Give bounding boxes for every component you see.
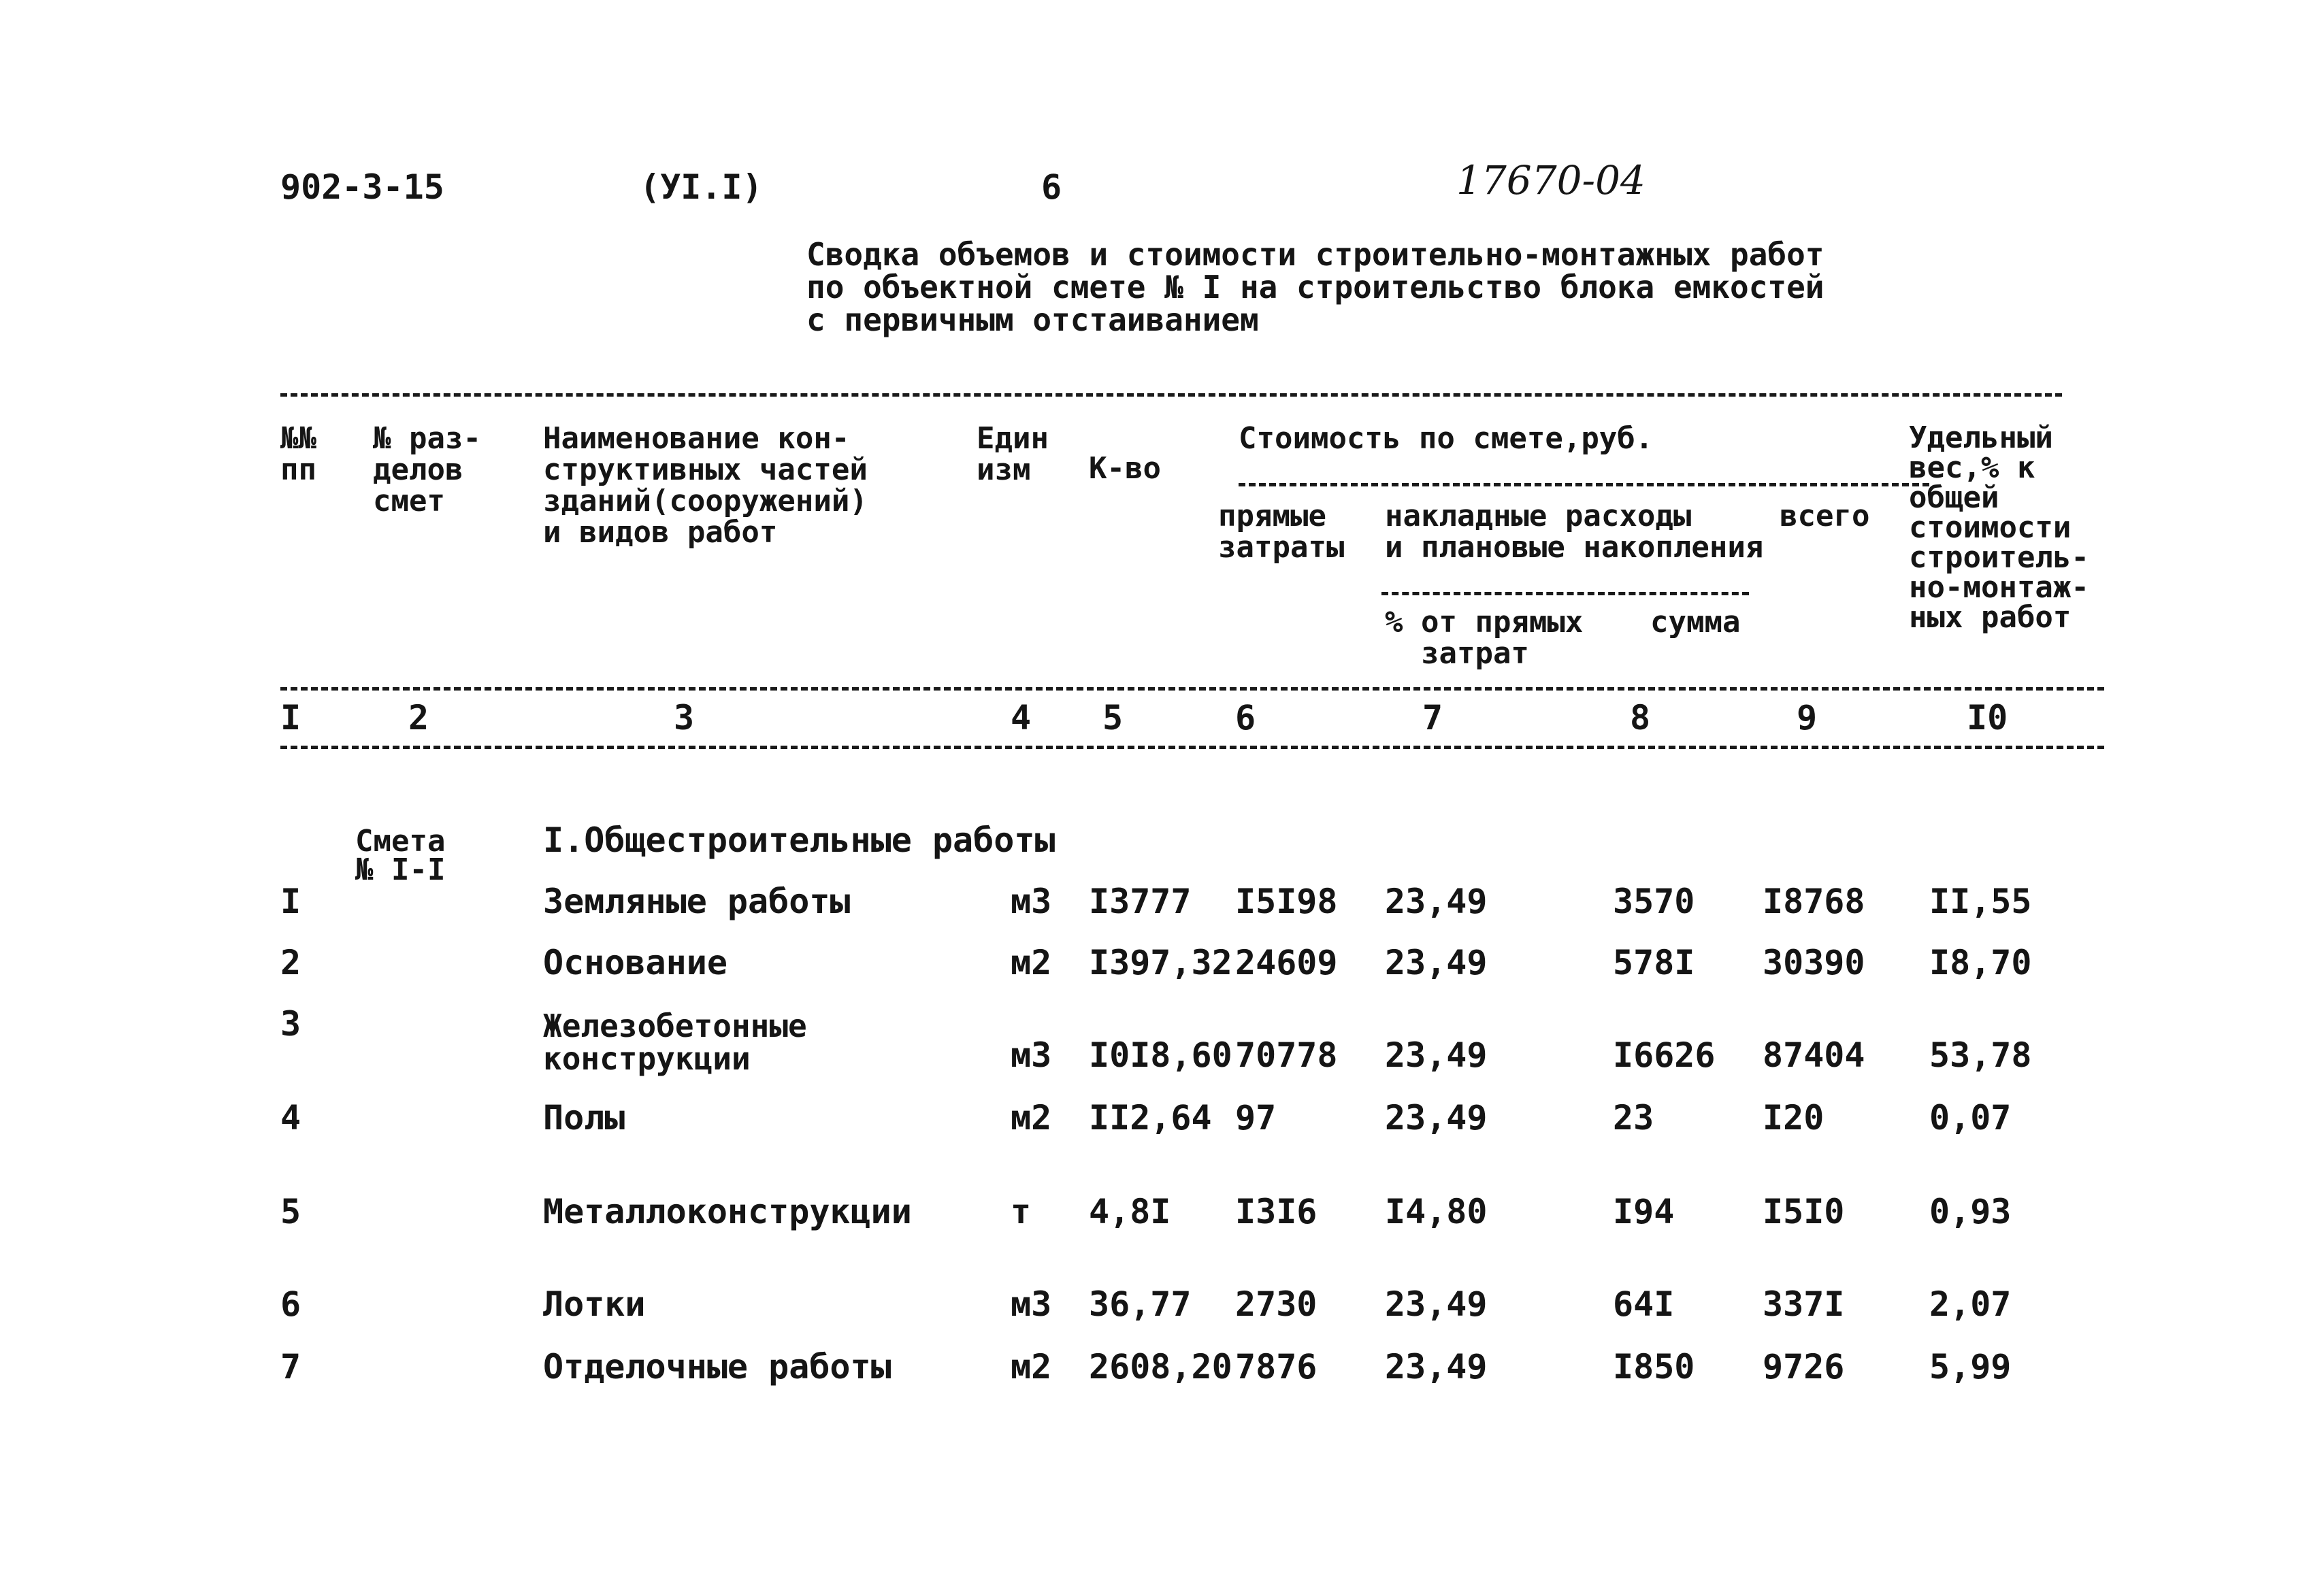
column-number-7: 7 <box>1422 698 1443 737</box>
row-3-number: 3 <box>280 1004 301 1044</box>
row-1-share: II,55 <box>1929 882 2032 921</box>
overhead-group-rule <box>1381 592 1749 595</box>
section-estimate-ref: Смета № I-I <box>355 824 446 887</box>
row-1-unit: м3 <box>1011 882 1052 921</box>
row-4-direct-costs: 97 <box>1235 1098 1277 1138</box>
row-4-percent: 23,49 <box>1385 1098 1488 1138</box>
row-4-share: 0,07 <box>1929 1098 2012 1138</box>
row-7-name: Отделочные работы <box>543 1347 891 1387</box>
row-6-quantity: 36,77 <box>1089 1284 1192 1324</box>
header-bottom-rule <box>280 687 2104 691</box>
header-overhead-group: накладные расходы и плановые накопления <box>1385 499 1764 565</box>
header-direct-costs: прямые затраты <box>1218 499 1345 565</box>
row-6-name: Лотки <box>543 1284 646 1324</box>
column-number-8: 8 <box>1630 698 1651 737</box>
row-7-quantity: 2608,20 <box>1089 1347 1232 1387</box>
row-1-percent: 23,49 <box>1385 882 1488 921</box>
row-7-share: 5,99 <box>1929 1347 2012 1387</box>
header-section-number: № раз- делов смет <box>373 421 481 518</box>
row-1-quantity: I3777 <box>1089 882 1192 921</box>
row-1-number: I <box>280 882 301 921</box>
header-percent-of-direct: % от прямых затрат <box>1385 605 1584 671</box>
row-4-quantity: II2,64 <box>1089 1098 1212 1138</box>
column-number-9: 9 <box>1797 698 1818 737</box>
row-3-direct-costs: 70778 <box>1235 1035 1338 1075</box>
document-title-line-3: с первичным отстаиванием <box>806 301 1259 338</box>
cost-group-rule <box>1239 483 1929 486</box>
section-code: (УI.I) <box>640 167 763 207</box>
header-top-rule <box>280 393 2062 397</box>
row-3-unit: м3 <box>1011 1035 1052 1075</box>
row-5-total: I5I0 <box>1763 1192 1845 1231</box>
row-2-direct-costs: 24609 <box>1235 943 1338 982</box>
row-7-total: 9726 <box>1763 1347 1845 1387</box>
row-5-number: 5 <box>280 1192 301 1231</box>
document-code: 902-3-15 <box>280 167 444 207</box>
row-6-unit: м3 <box>1011 1284 1052 1324</box>
row-3-share: 53,78 <box>1929 1035 2032 1075</box>
column-number-rule <box>280 746 2104 749</box>
header-unit: Един изм <box>977 421 1049 487</box>
row-2-unit: м2 <box>1011 943 1052 982</box>
document-title-line-1: Сводка объемов и стоимости строительно-монтажных работ <box>806 236 1824 273</box>
row-6-percent: 23,49 <box>1385 1284 1488 1324</box>
row-1-total: I8768 <box>1763 882 1865 921</box>
header-total: всего <box>1780 499 1870 533</box>
row-5-share: 0,93 <box>1929 1192 2012 1231</box>
row-1-name: Земляные работы <box>543 882 851 921</box>
row-5-percent: I4,80 <box>1385 1192 1488 1231</box>
row-2-number: 2 <box>280 943 301 982</box>
column-number-2: 2 <box>408 698 429 737</box>
row-6-number: 6 <box>280 1284 301 1324</box>
row-3-sum: I6626 <box>1613 1035 1716 1075</box>
row-6-sum: 64I <box>1613 1284 1675 1324</box>
row-6-total: 337I <box>1763 1284 1845 1324</box>
row-4-number: 4 <box>280 1098 301 1138</box>
row-1-direct-costs: I5I98 <box>1235 882 1338 921</box>
row-2-percent: 23,49 <box>1385 943 1488 982</box>
row-7-percent: 23,49 <box>1385 1347 1488 1387</box>
row-6-direct-costs: 2730 <box>1235 1284 1318 1324</box>
row-2-sum: 578I <box>1613 943 1695 982</box>
row-5-quantity: 4,8I <box>1089 1192 1171 1231</box>
column-number-1: I <box>280 698 301 737</box>
row-4-unit: м2 <box>1011 1098 1052 1138</box>
section-title: I.Общестроительные работы <box>543 820 1055 860</box>
header-name: Наименование кон- структивных частей зданий(сооружений) и видов работ <box>543 421 868 550</box>
column-number-5: 5 <box>1102 698 1124 737</box>
row-3-quantity: I0I8,60 <box>1089 1035 1232 1075</box>
row-3-total: 87404 <box>1763 1035 1865 1075</box>
row-3-percent: 23,49 <box>1385 1035 1488 1075</box>
header-sum: сумма <box>1650 605 1741 640</box>
row-4-sum: 23 <box>1613 1098 1654 1138</box>
row-2-name: Основание <box>543 943 727 982</box>
row-5-unit: т <box>1011 1192 1032 1231</box>
row-4-name: Полы <box>543 1098 625 1138</box>
handwritten-number: 17670-04 <box>1456 157 1646 203</box>
row-3-name: Железобетонные конструкции <box>543 1008 807 1077</box>
row-5-sum: I94 <box>1613 1192 1675 1231</box>
header-quantity: К-во <box>1089 451 1161 486</box>
header-row-number: №№ пп <box>280 421 316 487</box>
column-number-3: 3 <box>674 698 695 737</box>
row-2-quantity: I397,32 <box>1089 943 1232 982</box>
row-7-unit: м2 <box>1011 1347 1052 1387</box>
row-7-sum: I850 <box>1613 1347 1695 1387</box>
header-share: Удельный вес,% к общей стоимости строитель- но-монтаж- ных работ <box>1909 420 2089 635</box>
row-7-direct-costs: 7876 <box>1235 1347 1318 1387</box>
row-5-name: Металлоконструкции <box>543 1192 912 1231</box>
page-number: 6 <box>1041 167 1062 207</box>
column-number-10: I0 <box>1967 698 2008 737</box>
row-2-share: I8,70 <box>1929 943 2032 982</box>
column-number-6: 6 <box>1235 698 1256 737</box>
row-5-direct-costs: I3I6 <box>1235 1192 1318 1231</box>
row-4-total: I20 <box>1763 1098 1824 1138</box>
row-1-sum: 3570 <box>1613 882 1695 921</box>
header-cost-group: Стоимость по смете,руб. <box>1239 421 1654 456</box>
row-7-number: 7 <box>280 1347 301 1387</box>
column-number-4: 4 <box>1011 698 1032 737</box>
row-2-total: 30390 <box>1763 943 1865 982</box>
row-6-share: 2,07 <box>1929 1284 2012 1324</box>
document-title-line-2: по объектной смете № I на строительство блока емкостей <box>806 269 1824 305</box>
